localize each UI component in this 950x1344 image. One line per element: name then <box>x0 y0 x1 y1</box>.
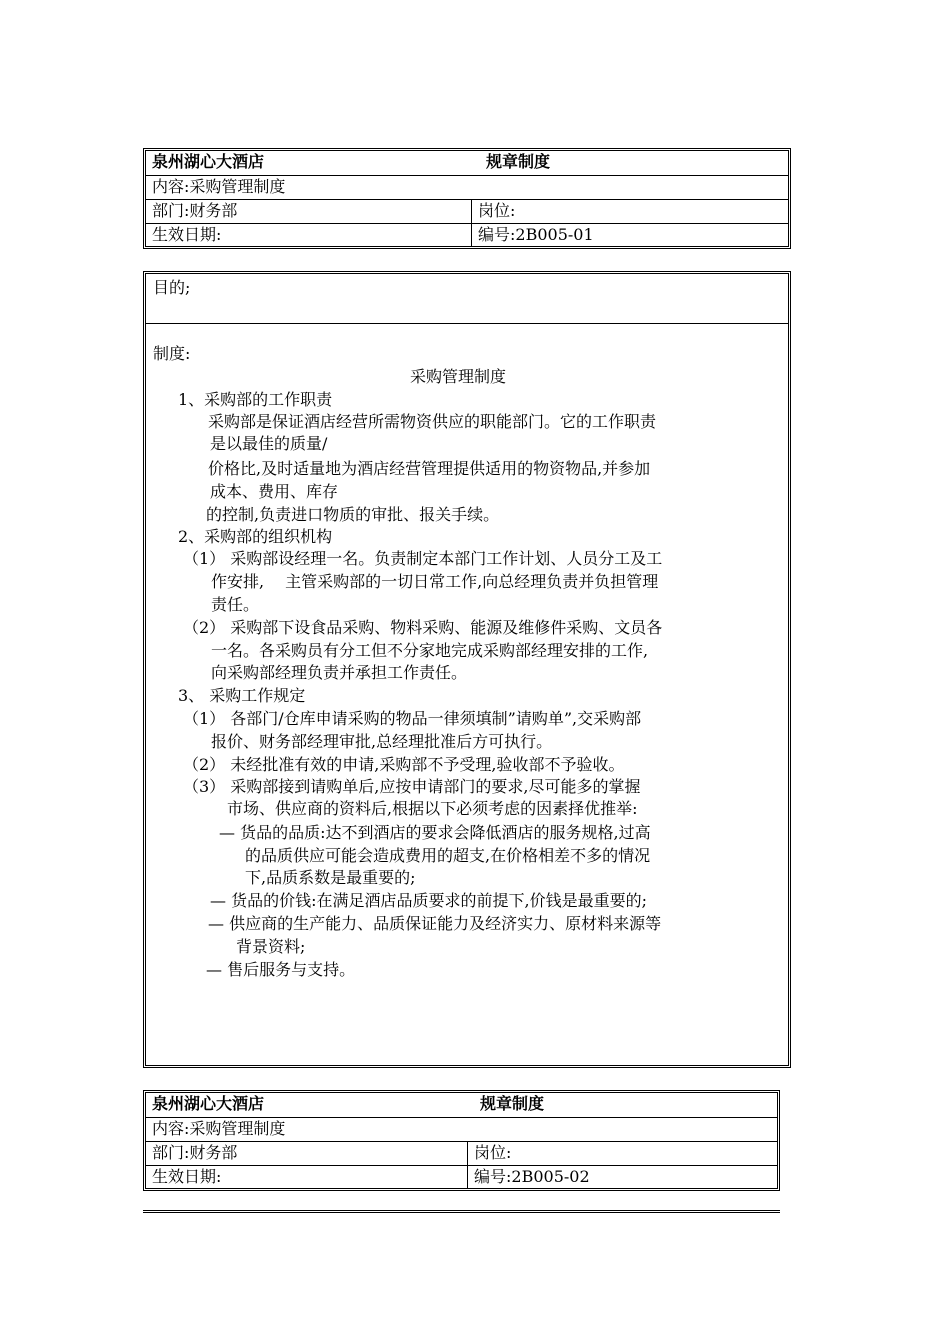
doc-type: 规章制度 <box>486 152 551 171</box>
purpose-divider <box>146 323 788 324</box>
body-line: （1） 各部门/仓库申请采购的物品一律须填制”请购单”,交采购部 <box>183 709 642 728</box>
body-line: 下,品质系数是最重要的; <box>245 868 416 887</box>
bullet-line: — 货品的品质:达不到酒店的要求会降低酒店的服务规格,过高 <box>219 823 651 842</box>
header-table-2 <box>143 1090 780 1191</box>
page-bottom-rule <box>143 1210 780 1213</box>
bullet-line: — 货品的价钱:在满足酒店品质要求的前提下,价钱是最重要的; <box>210 891 647 910</box>
body-line: 报价、财务部经理审批,总经理批准后方可执行。 <box>211 732 553 751</box>
department-field: 部门:财务部 <box>152 1143 238 1162</box>
purpose-label: 目的; <box>153 278 191 297</box>
body-heading: 采购管理制度 <box>410 367 507 386</box>
body-line: （3） 采购部接到请购单后,应按申请部门的要求,尽可能多的掌握 <box>183 777 641 796</box>
body-line: （2） 未经批准有效的申请,采购部不予受理,验收部不予验收。 <box>183 755 625 774</box>
number-field: 编号:2B005-01 <box>471 224 594 246</box>
body-line: 的控制,负责进口物质的审批、报关手续。 <box>206 505 500 524</box>
hotel-name: 泉州湖心大酒店 <box>152 1094 265 1113</box>
header-table-1 <box>143 148 791 249</box>
bullet-line: — 售后服务与支持。 <box>206 960 356 979</box>
body-line: 作安排, 主管采购部的一切日常工作,向总经理负责并负担管理 <box>211 572 659 591</box>
position-field: 岗位: <box>467 1142 511 1165</box>
body-line: 的品质供应可能会造成费用的超支,在价格相差不多的情况 <box>245 846 651 865</box>
body-line: （2） 采购部下设食品采购、物料采购、能源及维修件采购、文员各 <box>183 618 663 637</box>
body-line: 是以最佳的质量/ <box>210 434 328 453</box>
section-title: 2、采购部的组织机构 <box>178 527 333 546</box>
department-field: 部门:财务部 <box>152 201 238 220</box>
section-title: 1、采购部的工作职责 <box>178 390 333 409</box>
position-field: 岗位: <box>471 200 515 223</box>
body-line: 采购部是保证酒店经营所需物资供应的职能部门。它的工作职责 <box>208 412 657 431</box>
body-line: （1） 采购部设经理一名。负责制定本部门工作计划、人员分工及工 <box>183 549 663 568</box>
body-line: 成本、费用、库存 <box>210 482 339 501</box>
content-field: 内容:采购管理制度 <box>152 177 286 196</box>
content-field: 内容:采购管理制度 <box>152 1119 286 1138</box>
number-field: 编号:2B005-02 <box>467 1166 590 1188</box>
effective-date-field: 生效日期: <box>152 1167 222 1186</box>
hotel-name: 泉州湖心大酒店 <box>152 152 265 171</box>
effective-date-field: 生效日期: <box>152 225 222 244</box>
body-line: 一名。各采购员有分工但不分家地完成采购部经理安排的工作, <box>211 641 649 660</box>
section-title: 3、 采购工作规定 <box>178 686 306 705</box>
bullet-line: — 供应商的生产能力、品质保证能力及经济实力、原材料来源等 <box>208 914 662 933</box>
body-line: 向采购部经理负责并承担工作责任。 <box>211 663 468 682</box>
body-line: 市场、供应商的资料后,根据以下必须考虑的因素择优推举: <box>227 799 638 818</box>
body-line: 价格比,及时适量地为酒店经营管理提供适用的物资物品,并参加 <box>208 459 651 478</box>
body-line: 背景资料; <box>236 937 306 956</box>
body-line: 责任。 <box>211 595 260 614</box>
doc-type: 规章制度 <box>480 1094 545 1113</box>
system-label: 制度: <box>153 344 191 363</box>
